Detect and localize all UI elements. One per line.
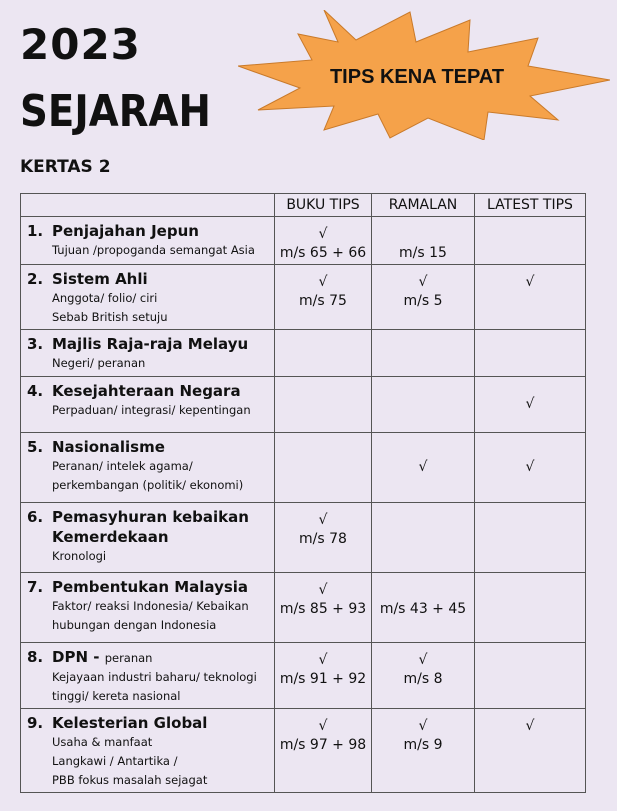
topic-title-text: Sistem Ahli <box>52 270 148 288</box>
ramalan-cell <box>372 330 475 377</box>
topic-title-text: Kelesterian Global <box>52 714 208 732</box>
latest-tips-cell <box>475 643 586 709</box>
page-reference: m/s 15 <box>399 245 447 261</box>
topic-description: Sebab British setuju <box>52 310 168 324</box>
topic-cell <box>21 265 275 330</box>
page-reference: m/s 75 <box>299 293 347 309</box>
col-header-ramalan: RAMALAN <box>372 194 475 217</box>
topic-cell <box>21 503 275 573</box>
topic-description: hubungan dengan Indonesia <box>52 618 217 632</box>
topic-title <box>27 221 268 241</box>
topic-number: 9. <box>27 714 44 732</box>
topic-cell <box>21 709 275 793</box>
year-heading: 2023 <box>20 20 141 69</box>
topic-description: tinggi/ kereta nasional <box>52 689 181 703</box>
buku-tips-cell <box>275 377 372 433</box>
topic-number: 5. <box>27 438 44 456</box>
topic-title-text: Kesejahteraan Negara <box>52 382 241 400</box>
table-row <box>21 433 586 503</box>
ramalan-cell <box>372 433 475 503</box>
page-reference: m/s 97 + 98 <box>279 737 367 753</box>
check-mark-icon: √ <box>525 718 535 734</box>
topic-title <box>27 507 268 547</box>
ramalan-cell <box>372 503 475 573</box>
topic-description: Kejayaan industri baharu/ teknologi <box>52 670 257 684</box>
topic-cell <box>21 217 275 265</box>
buku-tips-cell <box>275 217 372 265</box>
latest-tips-cell <box>475 265 586 330</box>
topic-cell <box>21 330 275 377</box>
topic-number: 2. <box>27 270 44 288</box>
topic-title-text: Pemasyhuran kebaikan Kemerdekaan <box>52 508 249 546</box>
check-mark-icon: √ <box>525 459 535 475</box>
badge-text: TIPS KENA TEPAT <box>329 65 505 88</box>
latest-tips-cell <box>475 503 586 573</box>
topic-cell <box>21 573 275 643</box>
topic-description: Kronologi <box>52 549 107 563</box>
check-mark-icon: √ <box>318 512 328 528</box>
paper-label: KERTAS 2 <box>20 157 111 177</box>
topic-title-text: Penjajahan Jepun <box>52 222 199 240</box>
check-mark-icon: √ <box>318 718 328 734</box>
topic-description: Negeri/ peranan <box>52 356 146 370</box>
topic-title <box>27 269 268 289</box>
topic-title <box>27 334 268 354</box>
table-row <box>21 217 586 265</box>
check-mark-icon: √ <box>418 652 428 668</box>
col-header-buku-tips: BUKU TIPS <box>275 194 372 217</box>
latest-tips-cell <box>475 433 586 503</box>
table-row <box>21 265 586 330</box>
latest-tips-cell <box>475 709 586 793</box>
check-mark-icon: √ <box>318 226 328 242</box>
check-mark-icon: √ <box>418 274 428 290</box>
page-reference: m/s 65 + 66 <box>279 245 367 261</box>
table-row <box>21 377 586 433</box>
latest-tips-cell <box>475 217 586 265</box>
topic-title <box>27 713 268 733</box>
topic-description: Faktor/ reaksi Indonesia/ Kebaikan <box>52 599 249 613</box>
table-row <box>21 573 586 643</box>
topic-number: 6. <box>27 508 44 526</box>
topic-description: Perpaduan/ integrasi/ kepentingan <box>52 403 251 417</box>
ramalan-cell <box>372 265 475 330</box>
topic-description: Langkawi / Antartika / <box>52 754 178 768</box>
subject-heading: SEJARAH <box>20 86 211 137</box>
topic-title <box>27 647 268 668</box>
latest-tips-cell <box>475 377 586 433</box>
topic-number: 7. <box>27 578 44 596</box>
table-row <box>21 330 586 377</box>
topic-tag: peranan <box>104 651 153 665</box>
check-mark-icon: √ <box>525 274 535 290</box>
check-mark-icon: √ <box>318 652 328 668</box>
topic-description: Peranan/ intelek agama/ <box>52 459 193 473</box>
buku-tips-cell <box>275 709 372 793</box>
topic-description: perkembangan (politik/ ekonomi) <box>52 478 244 492</box>
check-mark-icon: √ <box>318 274 328 290</box>
col-header-topic <box>21 194 275 217</box>
check-mark-icon: √ <box>318 582 328 598</box>
page-reference: m/s 5 <box>403 293 443 309</box>
latest-tips-cell <box>475 573 586 643</box>
topic-description: Anggota/ folio/ ciri <box>52 291 158 305</box>
topic-cell <box>21 643 275 709</box>
topic-title-text: Nasionalisme <box>52 438 165 456</box>
topic-number: 3. <box>27 335 44 353</box>
check-mark-icon: √ <box>525 396 535 412</box>
table-row <box>21 709 586 793</box>
ramalan-cell <box>372 643 475 709</box>
table-header-row <box>21 194 586 217</box>
latest-tips-cell <box>475 330 586 377</box>
topic-title-text: DPN - <box>52 648 100 666</box>
ramalan-cell <box>372 217 475 265</box>
ramalan-cell <box>372 377 475 433</box>
topic-description: Usaha & manfaat <box>52 735 153 749</box>
topic-number: 8. <box>27 648 44 666</box>
page-reference: m/s 8 <box>403 671 443 687</box>
topic-description: PBB fokus masalah sejagat <box>52 773 208 787</box>
topic-title <box>27 381 268 401</box>
check-mark-icon: √ <box>418 459 428 475</box>
buku-tips-cell <box>275 330 372 377</box>
table-row <box>21 643 586 709</box>
buku-tips-cell <box>275 573 372 643</box>
check-mark-icon: √ <box>418 718 428 734</box>
page-reference: m/s 9 <box>403 737 443 753</box>
topic-number: 4. <box>27 382 44 400</box>
tips-table <box>20 193 586 793</box>
buku-tips-cell <box>275 265 372 330</box>
ramalan-cell <box>372 709 475 793</box>
topic-cell <box>21 433 275 503</box>
topic-title-text: Majlis Raja-raja Melayu <box>52 335 249 353</box>
buku-tips-cell <box>275 643 372 709</box>
topic-number: 1. <box>27 222 44 240</box>
topic-title <box>27 577 268 597</box>
topic-title <box>27 437 268 457</box>
table-row <box>21 503 586 573</box>
topic-title-text: Pembentukan Malaysia <box>52 578 249 596</box>
page-reference: m/s 43 + 45 <box>379 601 467 617</box>
topic-cell <box>21 377 275 433</box>
ramalan-cell <box>372 573 475 643</box>
col-header-latest-tips: LATEST TIPS <box>475 194 586 217</box>
page-reference: m/s 85 + 93 <box>279 601 367 617</box>
page-reference: m/s 78 <box>299 531 347 547</box>
buku-tips-cell <box>275 503 372 573</box>
buku-tips-cell <box>275 433 372 503</box>
page-reference: m/s 91 + 92 <box>279 671 367 687</box>
topic-description: Tujuan /propoganda semangat Asia <box>52 243 255 257</box>
